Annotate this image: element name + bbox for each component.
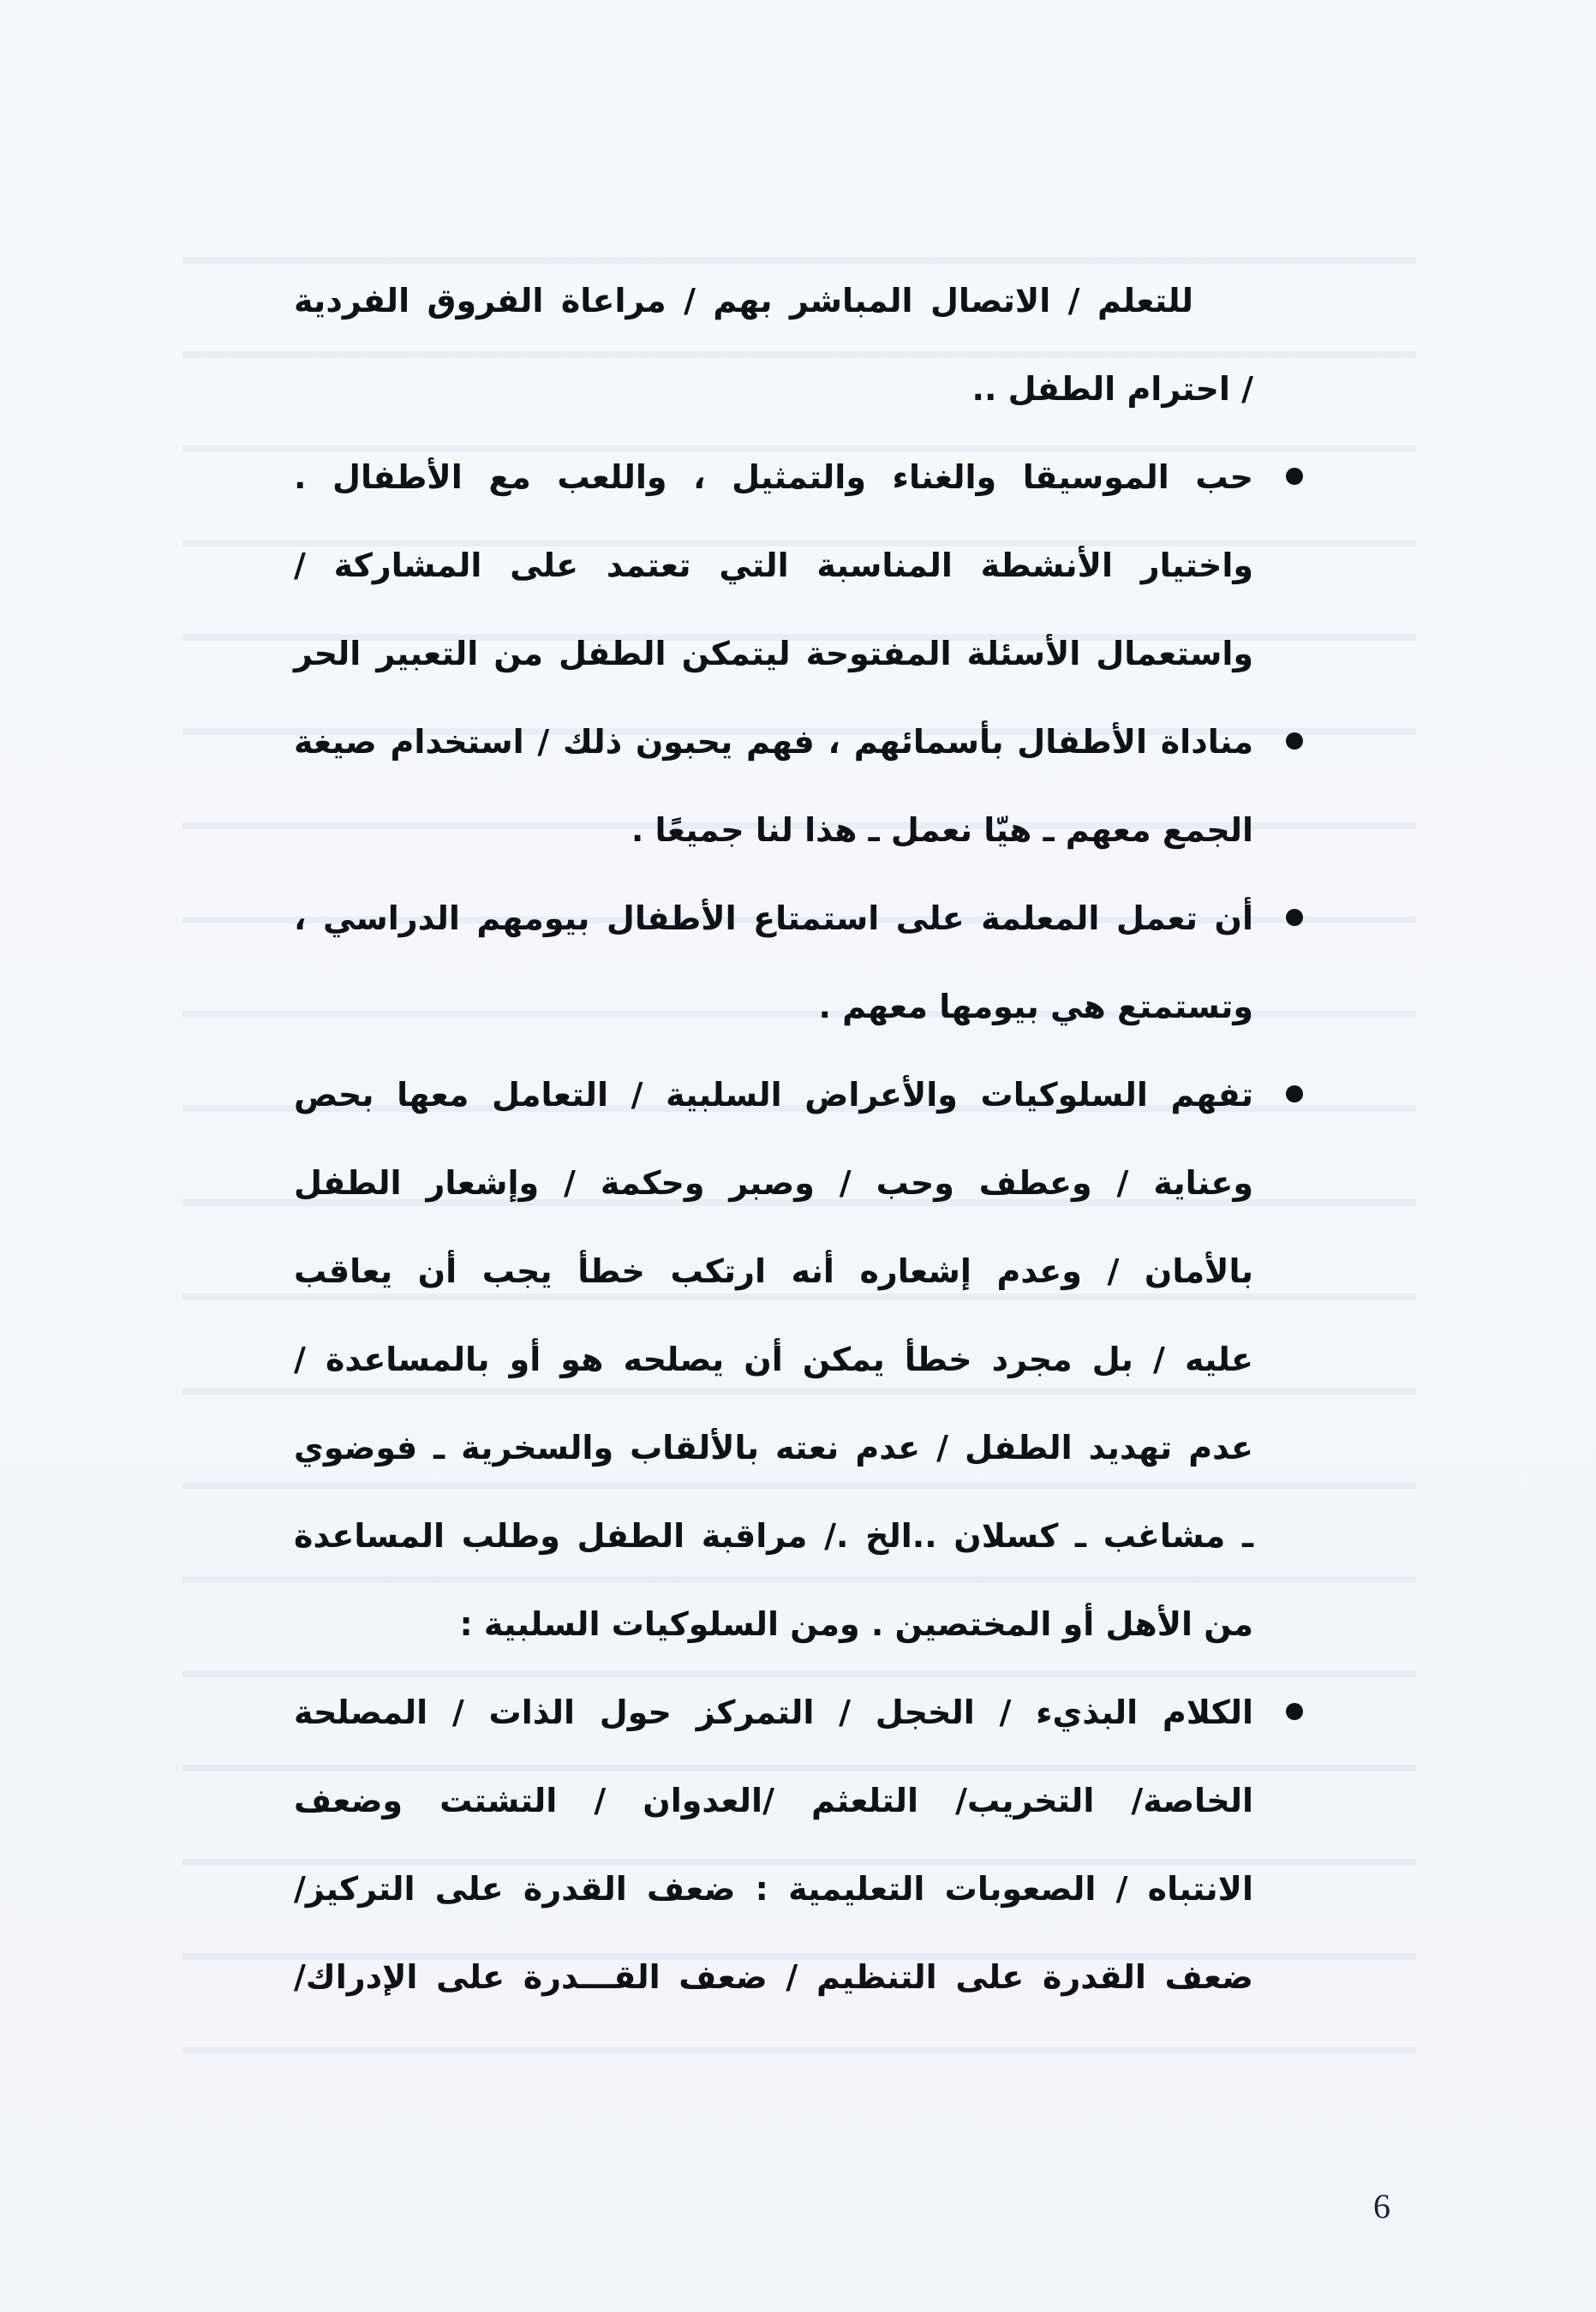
bullet-icon [1286, 909, 1303, 926]
text-line: حب الموسيقا والغناء والتمثيل ، واللعب مع الأطفال . [294, 458, 1253, 496]
bullet-icon [1286, 468, 1303, 485]
text-line: الخاصة/ التخريب/ التلعثم /العدوان / التشتت وضعف [294, 1782, 1253, 1819]
bullet-icon [1286, 1085, 1303, 1102]
text-line: الجمع معهم ـ هيّا نعمل ـ هذا لنا جميعًا . [631, 811, 1253, 849]
text-line: من الأهل أو المختصين . ومن السلوكيات السلبية : [459, 1605, 1253, 1643]
bullet-item-negative-behaviors [294, 1669, 1253, 1757]
bullet-item-behaviors [294, 1051, 1253, 1139]
text-line: الكلام البذيء / الخجل / التمركز حول الذات / المصلحة [294, 1694, 1253, 1731]
bullet-item-names [294, 698, 1253, 786]
body-text [294, 257, 1253, 2022]
bullet-item-enjoyment [294, 875, 1253, 963]
text-line: الانتباه / الصعوبات التعليمية : ضعف القدرة على التركيز/ [294, 1870, 1253, 1908]
text-line: ـ مشاغب ـ كسلان ..الخ ./ مراقبة الطفل وطلب المساعدة [294, 1517, 1253, 1555]
text-line: واختيار الأنشطة المناسبة التي تعتمد على المشاركة / [294, 547, 1253, 584]
text-line: عدم تهديد الطفل / عدم نعته بالألقاب والسخرية ـ فوضوي [294, 1429, 1253, 1467]
text-line: عليه / بل مجرد خطأ يمكن أن يصلحه هو أو بالمساعدة / [294, 1341, 1253, 1378]
text-line: أن تعمل المعلمة على استمتاع الأطفال بيومهم الدراسي ، [294, 899, 1253, 937]
bullet-icon [1286, 1703, 1303, 1720]
bullet-icon [1286, 732, 1303, 750]
text-line: بالأمان / وعدم إشعاره أنه ارتكب خطأ يجب أن يعاقب [294, 1252, 1253, 1290]
text-line: مناداة الأطفال بأسمائهم ، فهم يحبون ذلك / استخدام صيغة [294, 723, 1253, 761]
text-line: / احترام الطفل .. [971, 370, 1253, 408]
text-line: وتستمتع هي بيومها معهم . [818, 988, 1253, 1025]
bullet-item-music [294, 433, 1253, 522]
text-line: للتعلم / الاتصال المباشر بهم / مراعاة الفروق الفردية [294, 282, 1193, 320]
text-line: وعناية / وعطف وحب / وصبر وحكمة / وإشعار الطفل [294, 1164, 1253, 1202]
text-line: واستعمال الأسئلة المفتوحة ليتمكن الطفل من التعبير الحر [294, 635, 1253, 672]
page-number: 6 [1373, 2187, 1390, 2225]
text-line: تفهم السلوكيات والأعراض السلبية / التعامل معها بحص [294, 1076, 1253, 1114]
text-line: ضعف القدرة على التنظيم / ضعف القـــدرة على الإدراك/ [294, 1958, 1253, 1996]
